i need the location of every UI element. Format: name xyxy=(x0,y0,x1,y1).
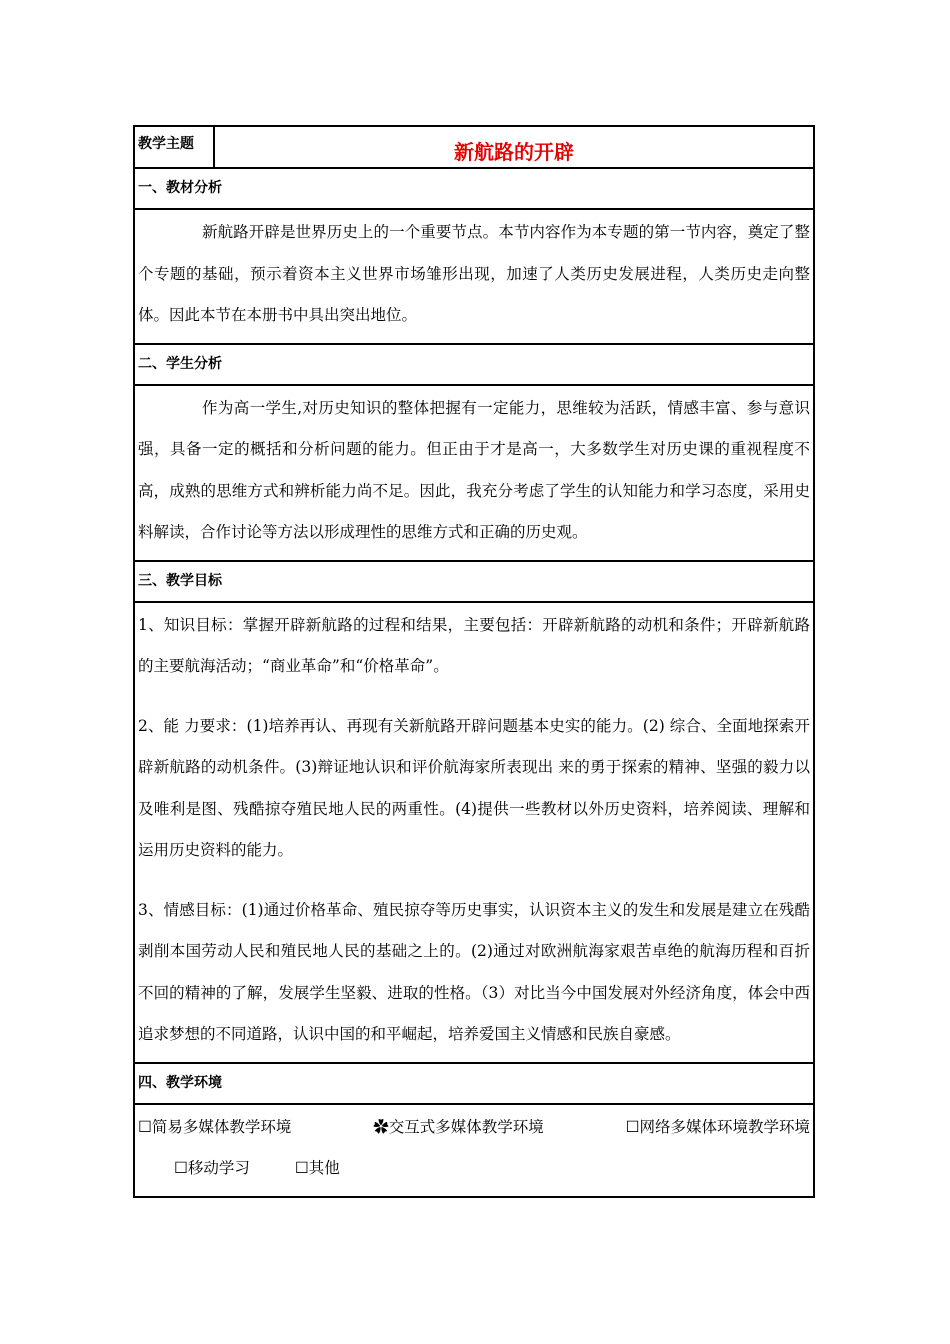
material-body xyxy=(134,209,814,344)
students-body xyxy=(134,385,814,561)
lesson-plan-table xyxy=(133,125,815,1198)
environment-options-row-2 xyxy=(138,1148,810,1190)
option-simple-multimedia[interactable]: ☐简易多媒体教学环境 xyxy=(138,1117,292,1136)
environment-options-row-1 xyxy=(138,1107,810,1149)
objectives-heading: 三、教学目标 xyxy=(134,561,814,602)
paragraph-gap xyxy=(138,688,810,706)
option-other[interactable]: ☐其他 xyxy=(294,1159,340,1177)
environment-heading: 四、教学环境 xyxy=(134,1063,814,1104)
option-network-multimedia[interactable]: ☐网络多媒体环境教学环境 xyxy=(625,1117,810,1136)
topic-label: 教学主题 xyxy=(134,126,214,168)
topic-title: 新航路的开辟 xyxy=(214,126,814,168)
environment-body xyxy=(134,1104,814,1197)
option-mobile-learning[interactable]: ☐移动学习 xyxy=(174,1159,250,1177)
objectives-body xyxy=(134,602,814,1063)
objective-ability: 2、能 力要求：(1)培养再认、再现有关新航路开辟问题基本史实的能力。(2) 综合、全面地探索开辟新航路的动机条件。(3)辩证地认识和评价航海家所表现出 来的勇于探索的精神、坚强的毅力以及唯利是图、残酷掠夺殖民地人民的两重性。(4)提供一些教材以外历史资料，培养阅读、理解和运用历史资料的能力。 xyxy=(138,716,810,859)
material-heading: 一、教材分析 xyxy=(134,168,814,209)
material-text: 新航路开辟是世界历史上的一个重要节点。本节内容作为本专题的第一节内容，奠定了整个专题的基础，预示着资本主义世界市场雏形出现，加速了人类历史发展进程，人类历史走向整体。因此本节在本册书中具出突出地位。 xyxy=(138,223,810,324)
paragraph-gap xyxy=(138,872,810,890)
objective-knowledge: 1、知识目标：掌握开辟新航路的过程和结果，主要包括：开辟新航路的动机和条件；开辟新航路的主要航海活动；“商业革命”和“价格革命”。 xyxy=(138,615,810,675)
students-text: 作为高一学生,对历史知识的整体把握有一定能力，思维较为活跃，情感丰富、参与意识强，具备一定的概括和分析问题的能力。但正由于才是高一，大多数学生对历史课的重视程度不高，成熟的思维方式和辨析能力尚不足。因此，我充分考虑了学生的认知能力和学习态度，采用史料解读，合作讨论等方法以形成理性的思维方式和正确的历史观。 xyxy=(138,398,810,541)
option-interactive-multimedia[interactable]: ✿交互式多媒体教学环境 xyxy=(373,1117,544,1136)
topic-row xyxy=(134,126,814,168)
objective-emotion: 3、情感目标：(1)通过价格革命、殖民掠夺等历史事实，认识资本主义的发生和发展是建立在残酷剥削本国劳动人民和殖民地人民的基础之上的。(2)通过对欧洲航海家艰苦卓绝的航海历程和百折不回的精神的了解，发展学生坚毅、进取的性格。（3）对比当今中国发展对外经济角度，体会中西追求梦想的不同道路，认识中国的和平崛起，培养爱国主义情感和民族自豪感。 xyxy=(138,900,810,1043)
students-heading: 二、学生分析 xyxy=(134,344,814,385)
